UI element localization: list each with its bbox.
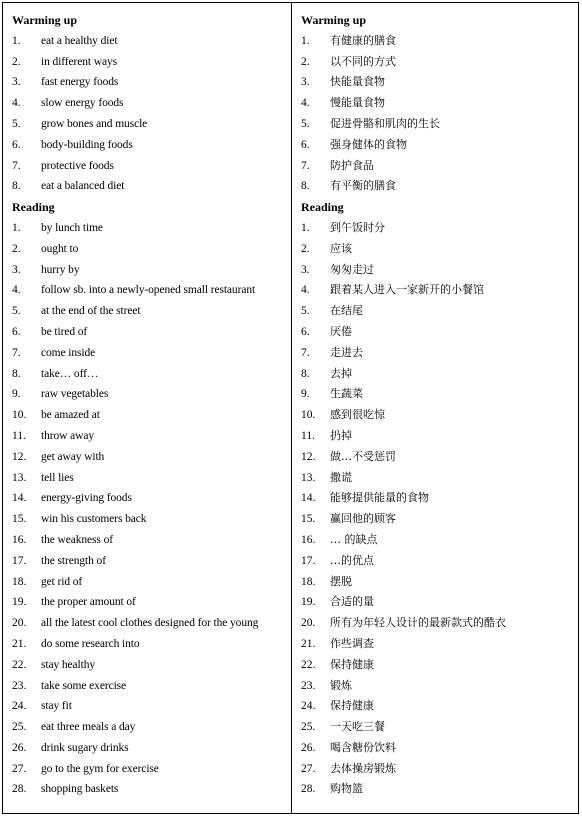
item-number: 15. <box>301 513 316 526</box>
item-text: 防护食品 <box>330 158 374 172</box>
list-item <box>301 655 578 676</box>
list-item <box>12 488 291 509</box>
item-text: slow energy foods <box>41 97 124 110</box>
item-number: 16. <box>12 533 27 546</box>
item-text: 促进骨骼和肌肉的生长 <box>330 116 440 130</box>
item-number: 26. <box>12 741 27 754</box>
item-text: 合适的量 <box>330 595 374 609</box>
item-text: stay fit <box>41 700 72 713</box>
item-number: 22. <box>301 658 316 671</box>
item-text: 快能量食物 <box>330 75 385 89</box>
item-number: 2. <box>301 55 310 68</box>
item-number: 17. <box>301 554 316 567</box>
item-text: take… off… <box>41 367 99 380</box>
list-item <box>12 31 291 52</box>
list-item <box>301 717 578 738</box>
item-text: be amazed at <box>41 409 100 422</box>
item-number: 11. <box>301 429 315 442</box>
item-text: 所有为年轻人设计的最新款式的酷衣 <box>330 616 506 630</box>
item-number: 13. <box>301 471 316 484</box>
item-text: 厌倦 <box>330 324 352 338</box>
item-number: 15. <box>12 513 27 526</box>
list-item <box>301 156 578 177</box>
list-item <box>12 343 291 364</box>
item-text: get rid of <box>41 575 83 588</box>
list-item <box>12 405 291 426</box>
list-item <box>301 696 578 717</box>
item-text: 购物篮 <box>330 782 363 796</box>
item-number: 19. <box>301 596 316 609</box>
item-text: 保持健康 <box>330 657 374 671</box>
list-item <box>12 779 291 800</box>
chinese-column <box>292 3 578 813</box>
item-number: 23. <box>301 679 316 692</box>
english-reading-heading: Reading <box>12 200 55 215</box>
item-number: 12. <box>301 450 316 463</box>
item-text: shopping baskets <box>41 783 119 796</box>
list-item <box>12 509 291 530</box>
list-item <box>12 468 291 489</box>
list-item <box>301 405 578 426</box>
list-item <box>301 93 578 114</box>
item-number: 12. <box>12 450 27 463</box>
item-text: at the end of the street <box>41 305 141 318</box>
item-text: in different ways <box>41 55 118 68</box>
list-item <box>12 301 291 322</box>
list-item <box>301 72 578 93</box>
item-number: 28. <box>12 783 27 796</box>
item-number: 8. <box>301 180 310 193</box>
list-item <box>301 384 578 405</box>
item-number: 14. <box>301 492 316 505</box>
item-number: 5. <box>301 117 310 130</box>
item-text: energy-giving foods <box>41 492 132 505</box>
item-number: 17. <box>12 554 27 567</box>
list-item <box>301 447 578 468</box>
item-number: 8. <box>301 367 310 380</box>
list-item <box>301 322 578 343</box>
list-item <box>301 488 578 509</box>
item-text: … 的缺点 <box>330 532 378 546</box>
item-text: hurry by <box>41 263 80 276</box>
item-text: the weakness of <box>41 533 113 546</box>
item-number: 20. <box>301 617 316 630</box>
item-text: win his customers back <box>41 513 147 526</box>
list-item <box>12 676 291 697</box>
item-text: 摆脱 <box>330 574 352 588</box>
item-number: 25. <box>12 721 27 734</box>
item-number: 18. <box>12 575 27 588</box>
item-text: raw vegetables <box>41 388 109 401</box>
item-text: 一天吃三餐 <box>330 720 385 734</box>
list-item <box>12 156 291 177</box>
item-number: 24. <box>301 700 316 713</box>
item-text: go to the gym for exercise <box>41 762 159 775</box>
list-item <box>12 52 291 73</box>
item-text: all the latest cool clothes designed for the young <box>41 617 259 630</box>
item-number: 20. <box>12 617 27 630</box>
item-text: eat a balanced diet <box>41 180 125 193</box>
item-number: 4. <box>12 284 21 297</box>
item-text: 喝含糖份饮料 <box>330 740 396 754</box>
item-text: 应该 <box>330 241 352 255</box>
item-text: body-building foods <box>41 138 133 151</box>
list-item <box>12 634 291 655</box>
list-item <box>301 426 578 447</box>
item-number: 7. <box>12 159 21 172</box>
list-item <box>12 218 291 239</box>
item-text: eat a healthy diet <box>41 34 118 47</box>
item-text: 作些调查 <box>330 636 374 650</box>
item-text: follow sb. into a newly-opened small restaurant <box>41 284 256 297</box>
list-item <box>12 572 291 593</box>
list-item <box>12 114 291 135</box>
item-number: 10. <box>12 409 27 422</box>
item-text: 跟着某人进入一家新开的小餐馆 <box>330 283 484 297</box>
item-text: 匆匆走过 <box>330 262 374 276</box>
item-number: 28. <box>301 783 316 796</box>
item-text: 生蔬菜 <box>330 387 363 401</box>
item-text: take some exercise <box>41 679 127 692</box>
list-item <box>301 592 578 613</box>
item-number: 13. <box>12 471 27 484</box>
item-number: 7. <box>301 346 310 359</box>
list-item <box>12 551 291 572</box>
list-item <box>301 509 578 530</box>
list-item <box>301 572 578 593</box>
item-text: 去掉 <box>330 366 352 380</box>
list-item <box>12 322 291 343</box>
list-item <box>301 280 578 301</box>
item-number: 21. <box>301 637 316 650</box>
item-number: 3. <box>301 263 310 276</box>
item-text: 强身健体的食物 <box>330 137 407 151</box>
item-number: 21. <box>12 637 27 650</box>
item-number: 6. <box>301 325 310 338</box>
item-text: fast energy foods <box>41 76 119 89</box>
list-item <box>301 530 578 551</box>
item-number: 7. <box>12 346 21 359</box>
item-number: 27. <box>301 762 316 775</box>
item-text: 感到很吃惊 <box>330 408 385 422</box>
item-number: 1. <box>301 221 310 234</box>
item-text: throw away <box>41 429 94 442</box>
list-item <box>301 176 578 197</box>
item-number: 4. <box>301 284 310 297</box>
list-item <box>12 280 291 301</box>
list-item <box>12 717 291 738</box>
list-item <box>12 364 291 385</box>
chinese-warming-up-list <box>301 31 578 197</box>
item-number: 4. <box>301 97 310 110</box>
list-item <box>12 239 291 260</box>
item-text: drink sugary drinks <box>41 741 129 754</box>
list-item <box>301 52 578 73</box>
item-text: 慢能量食物 <box>330 96 385 110</box>
item-text: 走进去 <box>330 345 363 359</box>
item-number: 3. <box>301 76 310 89</box>
item-text: 去体操房锻炼 <box>330 761 396 775</box>
item-number: 23. <box>12 679 27 692</box>
list-item <box>12 135 291 156</box>
item-text: stay healthy <box>41 658 96 671</box>
list-item <box>12 447 291 468</box>
item-number: 16. <box>301 533 316 546</box>
item-text: 在结尾 <box>330 304 363 318</box>
list-item <box>301 239 578 260</box>
list-item <box>12 613 291 634</box>
item-text: 赢回他的顾客 <box>330 512 396 526</box>
item-number: 18. <box>301 575 316 588</box>
list-item <box>301 343 578 364</box>
list-item <box>12 426 291 447</box>
item-text: 撒谎 <box>330 470 352 484</box>
list-item <box>301 551 578 572</box>
item-text: 做…不受惩罚 <box>330 449 396 463</box>
item-number: 26. <box>301 741 316 754</box>
item-text: 能够提供能量的食物 <box>330 491 429 505</box>
item-text: eat three meals a day <box>41 721 136 734</box>
item-text: by lunch time <box>41 221 103 234</box>
item-number: 25. <box>301 721 316 734</box>
chinese-reading-list <box>301 218 578 800</box>
item-number: 2. <box>12 242 21 255</box>
item-number: 24. <box>12 700 27 713</box>
item-number: 19. <box>12 596 27 609</box>
item-number: 1. <box>12 34 21 47</box>
item-number: 1. <box>12 221 21 234</box>
item-text: the proper amount of <box>41 596 136 609</box>
item-text: ought to <box>41 242 79 255</box>
item-text: …的优点 <box>330 553 374 567</box>
list-item <box>12 759 291 780</box>
item-text: 有健康的膳食 <box>330 33 396 47</box>
item-text: 以不同的方式 <box>330 54 396 68</box>
list-item <box>301 779 578 800</box>
item-number: 22. <box>12 658 27 671</box>
item-number: 9. <box>12 388 21 401</box>
item-number: 6. <box>12 138 21 151</box>
list-item <box>12 93 291 114</box>
item-number: 7. <box>301 159 310 172</box>
english-reading-list <box>12 218 291 800</box>
item-text: come inside <box>41 346 96 359</box>
item-number: 11. <box>12 429 26 442</box>
list-item <box>301 676 578 697</box>
item-number: 8. <box>12 367 21 380</box>
item-number: 3. <box>12 263 21 276</box>
item-number: 9. <box>301 388 310 401</box>
chinese-reading-heading: Reading <box>301 200 344 215</box>
item-text: 到午饭时分 <box>330 220 385 234</box>
list-item <box>12 592 291 613</box>
item-number: 3. <box>12 76 21 89</box>
list-item <box>301 260 578 281</box>
list-item <box>12 696 291 717</box>
list-item <box>301 31 578 52</box>
item-text: grow bones and muscle <box>41 117 148 130</box>
item-text: 扔掉 <box>330 428 352 442</box>
item-number: 6. <box>301 138 310 151</box>
list-item <box>301 301 578 322</box>
item-number: 27. <box>12 762 27 775</box>
item-number: 14. <box>12 492 27 505</box>
list-item <box>301 114 578 135</box>
vocabulary-table <box>2 2 579 814</box>
list-item <box>12 384 291 405</box>
list-item <box>301 759 578 780</box>
english-warming-up-heading: Warming up <box>12 13 78 27</box>
item-number: 8. <box>12 180 21 193</box>
item-number: 10. <box>301 409 316 422</box>
item-number: 4. <box>12 97 21 110</box>
item-number: 2. <box>301 242 310 255</box>
item-text: do some research into <box>41 637 140 650</box>
list-item <box>12 530 291 551</box>
item-text: 有平衡的膳食 <box>330 179 396 193</box>
item-text: the strength of <box>41 554 106 567</box>
item-number: 2. <box>12 55 21 68</box>
item-text: 保持健康 <box>330 699 374 713</box>
item-text: tell lies <box>41 471 74 484</box>
chinese-warming-up-heading: Warming up <box>301 13 367 27</box>
list-item <box>301 468 578 489</box>
list-item <box>301 218 578 239</box>
list-item <box>301 135 578 156</box>
list-item <box>301 364 578 385</box>
item-number: 1. <box>301 34 310 47</box>
list-item <box>12 260 291 281</box>
list-item <box>12 655 291 676</box>
item-number: 5. <box>12 117 21 130</box>
item-number: 5. <box>12 305 21 318</box>
item-text: 锻炼 <box>330 678 352 692</box>
item-text: be tired of <box>41 325 88 338</box>
list-item <box>12 72 291 93</box>
list-item <box>12 176 291 197</box>
list-item <box>301 634 578 655</box>
list-item <box>301 738 578 759</box>
english-warming-up-list <box>12 31 291 197</box>
item-number: 6. <box>12 325 21 338</box>
english-column <box>3 3 292 813</box>
item-text: protective foods <box>41 159 114 172</box>
item-number: 5. <box>301 305 310 318</box>
item-text: get away with <box>41 450 105 463</box>
list-item <box>12 738 291 759</box>
list-item <box>301 613 578 634</box>
